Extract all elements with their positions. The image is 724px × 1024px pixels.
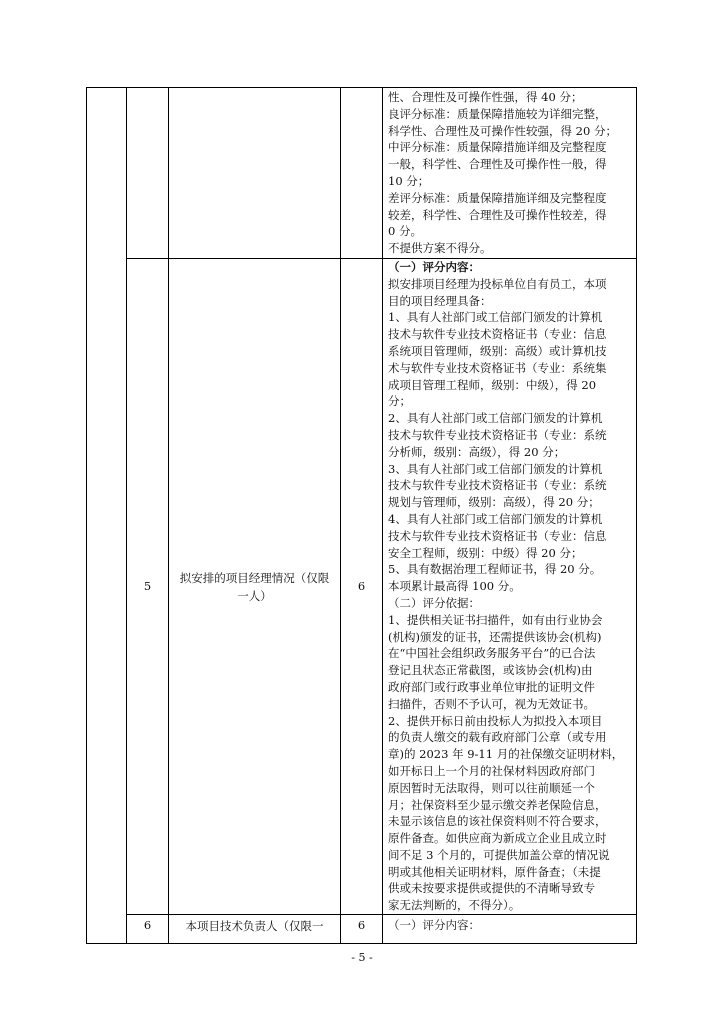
item-cell: [169, 88, 341, 259]
score-cell: [341, 88, 383, 259]
category-cell: [87, 88, 127, 944]
criteria-cell: [383, 259, 637, 915]
seq-cell: 6: [127, 915, 169, 944]
score-cell: 6: [341, 259, 383, 915]
criteria-cell: [383, 915, 637, 944]
scoring-table: [86, 87, 637, 944]
item-cell: 拟安排的项目经理情况（仅限一人）: [169, 259, 341, 915]
criteria-text: （一）评分内容：: [388, 918, 480, 933]
table-row: [87, 259, 637, 915]
item-cell: 本项目技术负责人（仅限一: [169, 915, 341, 944]
page-number: - 5 -: [351, 951, 373, 964]
seq-cell: 5: [127, 259, 169, 915]
criteria-cell: [383, 88, 637, 259]
criteria-text: 性、合理性及可操作性强，得 40 分； 良评分标准：质量保障措施较为详细完整， 科学性、合理性及可操作性较强，得 20 分； 中评分标准：质量保障措施详细及完整程度 一般，科学性、合理性及可操作性一般，得 10 分； 差评分标准：质量保障措施详细及完整程度 较差，科学性、合理性及可操作性较差，得 0 分。 不提供方案不得分。: [388, 90, 617, 256]
criteria-text: （一）评分内容： 拟安排项目经理为投标单位自有员工，本项 目的项目经理具备： 1、具有人社部门或工信部门颁发的计算机 技术与软件专业技术资格证书（专业：信息 系统项目管理师，级别：高级）或计算机技 术与软件专业技术资格证书（专业：系统集 成项目管理工程师，级别：中级），得 20 分； 2、具有人社部门或工信部门颁发的计算机 技术与软件专业技术资格证书（专业：系统 分析师，级别：高级），得 20 分； 3、具有人社部门或工信部门颁发的计算机 技术与软件专业技术资格证书（专业：系统 规划与管理师，级别：高级），得 20 分； 4、具有人社部门或工信部门颁发的计算机 技术与软件专业技术资格证书（专业：信息 安全工程师，级别：中级）得 20 分； 5、具有数据治理工程师证书，得 20 分。 本项累计最高得 100 分。 （二）评分依据： 1、提供相关证书扫描件，如有由行业协会 (机构)颁发的证书，还需提供该协会(机构) 在“中国社会组织政务服务平台”的已合法 登记且状态正常截图，或该协会(机构)由 政府部门或行政事业单位审批的证明文件 扫描件，否则不予认可，视为无效证书。 2、提供开标日前由投标人为拟投入本项目 的负责人缴交的载有政府部门公章（或专用 章)的 2023 年 9-11 月的社保缴交证明材料， 如开标日上一个月的社保材料因政府部门 原因暂时无法取得，则可以往前顺延一个 月；社保资料至少显示缴交养老保险信息， 未显示该信息的该社保资料则不符合要求， 原件备查。如供应商为新成立企业且成立时 间不足 3 个月的，可提供加盖公章的情况说 明或其他相关证明材料，原件备查；（未提 供或未按要求提供或提供的不清晰导致专 家无法判断的，不得分）。: [388, 260, 624, 913]
table-row: [87, 88, 637, 259]
seq-cell: [127, 88, 169, 259]
score-cell: 6: [341, 915, 383, 944]
table-row: [87, 915, 637, 944]
